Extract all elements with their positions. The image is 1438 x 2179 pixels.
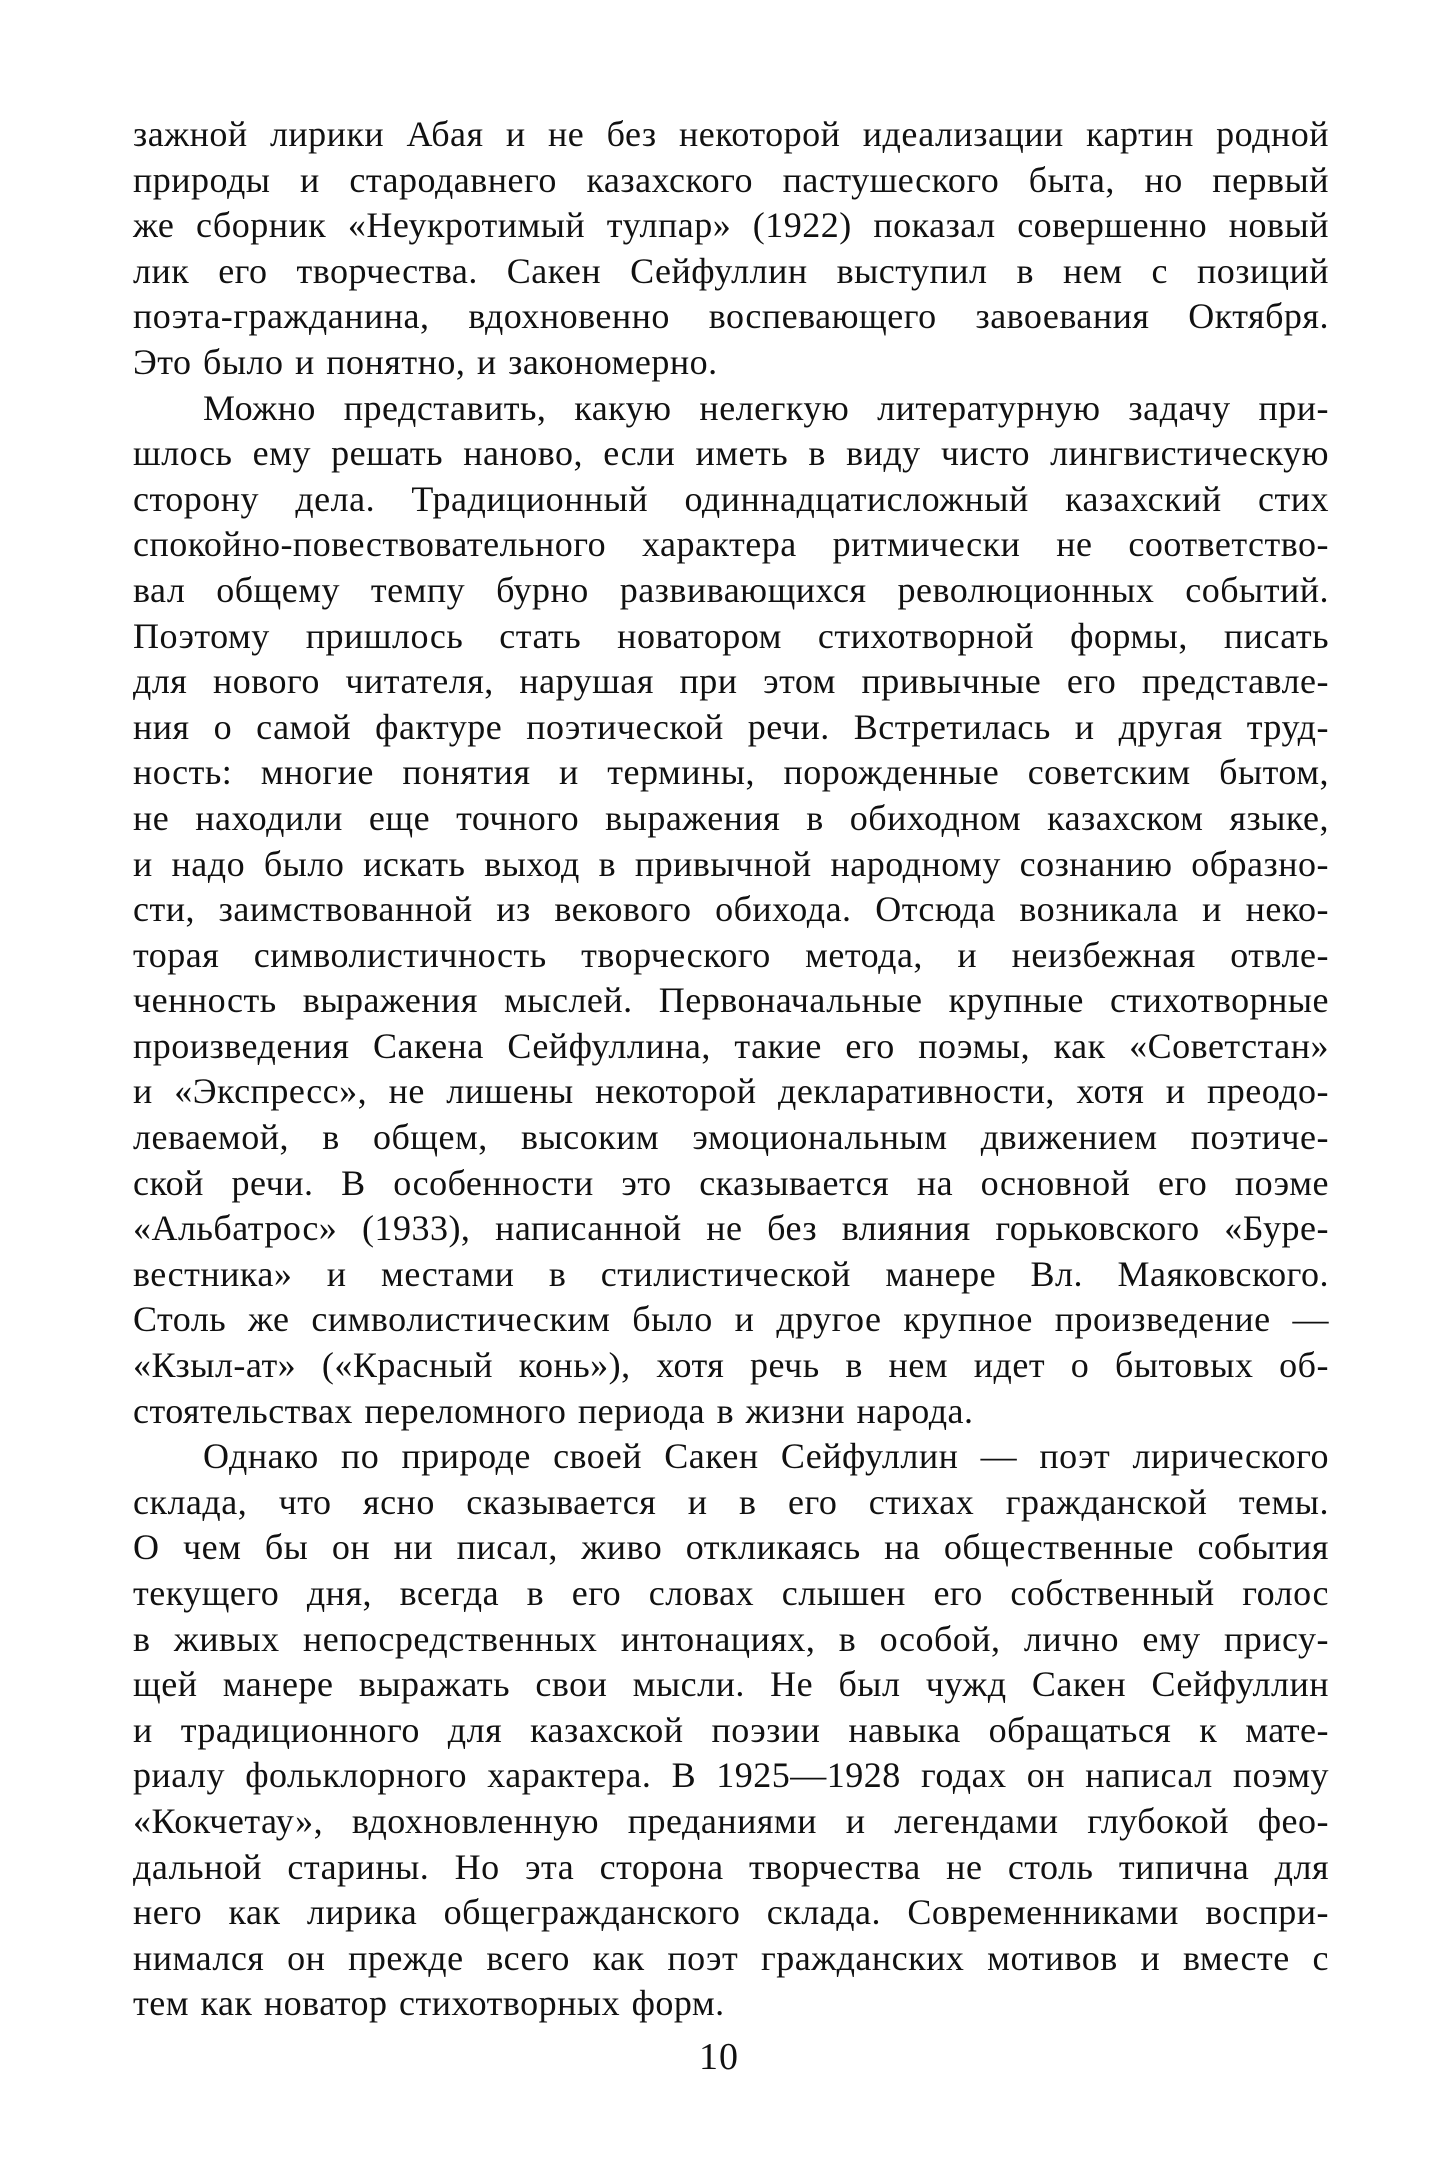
text-line: торая символистичность творческого метода, и неизбежная отвле-: [133, 934, 1329, 975]
text-line: произведения Сакена Сейфуллина, такие его поэмы, как «Советстан»: [133, 1025, 1329, 1066]
page-number: 10: [699, 2036, 739, 2078]
text-line: нимался он прежде всего как поэт гражданских мотивов и вместе с: [133, 1937, 1329, 1978]
text-line: для нового читателя, нарушая при этом привычные его представле-: [133, 661, 1329, 702]
text-line: Столь же символистическим было и другое крупное произведение —: [133, 1299, 1329, 1340]
text-line: и надо было искать выход в привычной народному сознанию образно-: [133, 843, 1329, 884]
text-line: дальной старины. Но эта сторона творчества не столь типична для: [133, 1846, 1329, 1887]
text-line: не находили еще точного выражения в обиходном казахском языке,: [133, 797, 1329, 838]
text-line: леваемой, в общем, высоким эмоциональным движением поэтиче-: [133, 1117, 1329, 1158]
paragraph: [133, 1434, 1329, 2027]
body-text: [133, 112, 1329, 2027]
text-line: и традиционного для казахской поэзии навыка обращаться к мате-: [133, 1709, 1329, 1750]
text-line: лик его творчества. Сакен Сейфуллин выступил в нем с позиций: [133, 250, 1329, 291]
text-line: Поэтому пришлось стать новатором стихотворной формы, писать: [133, 615, 1329, 656]
text-line: вестника» и местами в стилистической манере Вл. Маяковского.: [133, 1253, 1329, 1294]
paragraph: [133, 386, 1329, 1435]
text-line: природы и стародавнего казахского пастушеского быта, но первый: [133, 159, 1329, 200]
text-line: Можно представить, какую нелегкую литературную задачу при-: [203, 387, 1329, 428]
text-line: и «Экспресс», не лишены некоторой декларативности, хотя и преодо-: [133, 1071, 1329, 1112]
text-line: же сборник «Неукротимый тулпар» (1922) показал совершенно новый: [133, 205, 1329, 246]
text-line: ность: многие понятия и термины, порожденные советским бытом,: [133, 752, 1329, 793]
text-line: «Кокчетау», вдохновленную преданиями и легендами глубокой фео-: [133, 1800, 1329, 1841]
text-line: щей манере выражать свои мысли. Не был чужд Сакен Сейфуллин: [133, 1664, 1329, 1705]
text-line: ской речи. В особенности это сказывается на основной его поэме: [133, 1162, 1329, 1203]
text-line: в живых непосредственных интонациях, в особой, лично ему прису-: [133, 1618, 1329, 1659]
text-line: вал общему темпу бурно развивающихся революционных событий.: [133, 569, 1329, 610]
text-line: него как лирика общегражданского склада. Современниками воспри-: [133, 1892, 1329, 1933]
text-line: спокойно-повествовательного характера ритмически не соответство-: [133, 524, 1329, 565]
text-line: Это было и понятно, и закономерно.: [133, 341, 718, 382]
text-line: текущего дня, всегда в его словах слышен его собственный голос: [133, 1573, 1329, 1613]
text-line: шлось ему решать наново, если иметь в виду чисто лингвистическую: [133, 433, 1329, 474]
text-line: ченность выражения мыслей. Первоначальные крупные стихотворные: [133, 980, 1329, 1021]
text-line: О чем бы он ни писал, живо откликаясь на общественные события: [133, 1527, 1329, 1568]
text-line: сторону дела. Традиционный одиннадцатисложный казахский стих: [133, 478, 1329, 519]
text-line: склада, что ясно сказывается и в его стихах гражданской темы.: [133, 1481, 1329, 1522]
text-line: зажной лирики Абая и не без некоторой идеализации картин родной: [133, 114, 1329, 154]
text-line: сти, заимствованной из векового обихода. Отсюда возникала и неко-: [133, 889, 1329, 930]
text-line: «Альбатрос» (1933), написанной не без влияния горьковского «Буре-: [133, 1208, 1329, 1249]
text-line: «Кзыл-ат» («Красный конь»), хотя речь в нем идет о бытовых об-: [133, 1345, 1329, 1386]
text-line: поэта-гражданина, вдохновенно воспевающего завоевания Октября.: [133, 296, 1329, 337]
paragraph: [133, 112, 1329, 386]
text-line: ния о самой фактуре поэтической речи. Встретилась и другая труд-: [133, 706, 1329, 747]
text-line: Однако по природе своей Сакен Сейфуллин — поэт лирического: [203, 1436, 1329, 1477]
text-line: тем как новатор стихотворных форм.: [133, 1983, 725, 2024]
text-line: риалу фольклорного характера. В 1925—1928 годах он написал поэму: [133, 1755, 1329, 1796]
text-line: стоятельствах переломного периода в жизни народа.: [133, 1390, 974, 1431]
